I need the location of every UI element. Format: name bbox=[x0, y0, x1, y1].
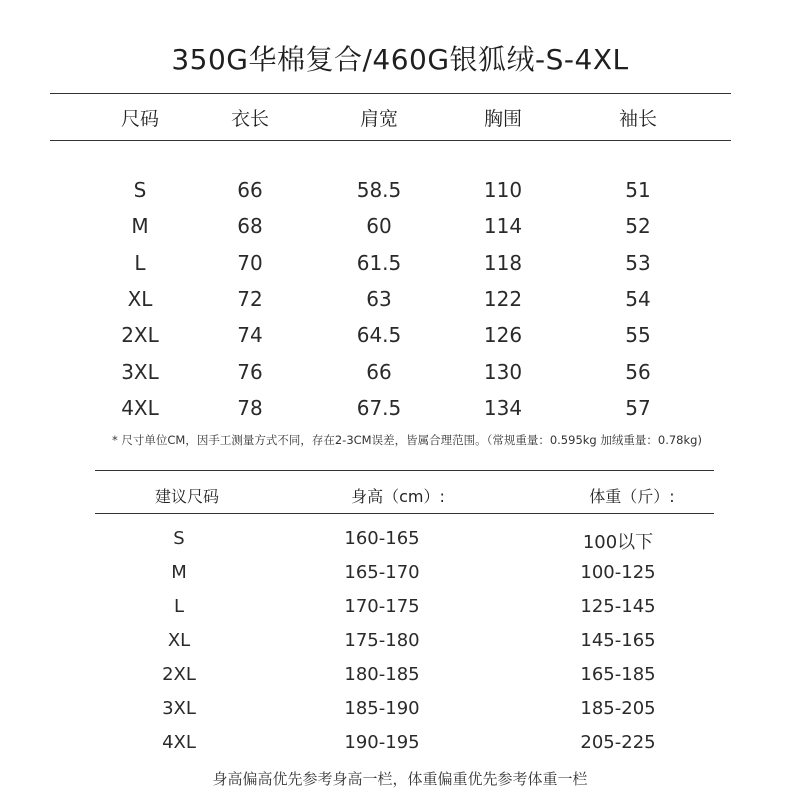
size-col-header: 袖长 bbox=[618, 108, 658, 130]
size-col-header: 胸围 bbox=[483, 108, 523, 130]
size-value-cell: 110 bbox=[483, 178, 523, 202]
size-value-cell: 54 bbox=[625, 286, 651, 311]
page-title: 350G华棉复合/460G银狐绒-S-4XL bbox=[171, 43, 629, 76]
size-table-top-divider bbox=[50, 93, 731, 94]
size-label-cell: L bbox=[134, 250, 146, 275]
weight-range-cell: 165-185 bbox=[580, 664, 656, 685]
size-value-cell: 61.5 bbox=[356, 250, 402, 275]
size-label-cell: S bbox=[133, 178, 147, 202]
height-range-cell: 175-180 bbox=[344, 630, 420, 651]
recommend-table-header-divider bbox=[95, 513, 714, 514]
size-col-header: 肩宽 bbox=[359, 108, 399, 130]
recommend-size-cell: L bbox=[173, 596, 185, 617]
size-label-cell: 2XL bbox=[121, 323, 159, 348]
size-value-cell: 57 bbox=[625, 395, 651, 420]
size-value-cell: 67.5 bbox=[356, 395, 402, 420]
height-range-cell: 170-175 bbox=[344, 596, 420, 617]
size-value-cell: 56 bbox=[625, 359, 651, 384]
size-value-cell: 134 bbox=[483, 395, 523, 420]
size-value-cell: 114 bbox=[483, 214, 523, 239]
size-value-cell: 118 bbox=[483, 250, 523, 275]
size-label-cell: 3XL bbox=[121, 359, 159, 384]
size-value-cell: 76 bbox=[237, 359, 263, 384]
height-range-cell: 190-195 bbox=[344, 732, 420, 753]
size-value-cell: 60 bbox=[366, 214, 392, 239]
size-value-cell: 64.5 bbox=[356, 323, 402, 348]
size-label-cell: M bbox=[131, 214, 149, 239]
size-value-cell: 74 bbox=[237, 323, 263, 348]
weight-range-cell: 125-145 bbox=[580, 596, 656, 617]
size-value-cell: 68 bbox=[237, 214, 263, 239]
recommend-size-cell: 4XL bbox=[162, 732, 196, 753]
size-value-cell: 122 bbox=[483, 286, 523, 311]
size-col-header: 尺码 bbox=[120, 108, 160, 130]
size-value-cell: 126 bbox=[483, 323, 523, 348]
weight-range-cell: 205-225 bbox=[580, 732, 656, 753]
size-value-cell: 55 bbox=[625, 323, 651, 348]
size-value-cell: 58.5 bbox=[356, 178, 402, 202]
recommend-col-header: 建议尺码 bbox=[154, 487, 220, 506]
recommend-col-header: 身高（cm）: bbox=[351, 487, 445, 506]
height-range-cell: 165-170 bbox=[344, 562, 420, 583]
recommend-size-cell: 2XL bbox=[162, 664, 196, 685]
size-value-cell: 63 bbox=[366, 286, 392, 311]
recommend-size-cell: S bbox=[173, 528, 185, 549]
size-value-cell: 52 bbox=[625, 214, 651, 239]
size-table-header-divider bbox=[50, 140, 731, 141]
footer-note: 身高偏高优先参考身高一栏，体重偏重优先参考体重一栏 bbox=[212, 770, 588, 788]
weight-range-cell: 145-165 bbox=[580, 630, 656, 651]
size-value-cell: 70 bbox=[237, 250, 263, 275]
size-label-cell: 4XL bbox=[121, 395, 159, 420]
weight-range-cell: 100-125 bbox=[580, 562, 656, 583]
size-value-cell: 66 bbox=[237, 178, 263, 202]
measurement-note: * 尺寸单位CM，因手工测量方式不同，存在2-3CM误差，皆属合理范围。（常规重量：0.595kg 加绒重量：0.78kg) bbox=[112, 433, 702, 447]
size-value-cell: 66 bbox=[366, 359, 392, 384]
size-value-cell: 53 bbox=[625, 250, 651, 275]
recommend-size-cell: 3XL bbox=[162, 698, 196, 719]
height-range-cell: 185-190 bbox=[344, 698, 420, 719]
height-range-cell: 160-165 bbox=[344, 528, 420, 549]
size-label-cell: XL bbox=[127, 286, 153, 311]
weight-range-cell: 100以下 bbox=[582, 532, 654, 553]
weight-range-cell: 185-205 bbox=[580, 698, 656, 719]
recommend-table-top-divider bbox=[95, 470, 714, 471]
size-value-cell: 51 bbox=[625, 178, 651, 202]
recommend-size-cell: XL bbox=[167, 630, 191, 651]
size-value-cell: 130 bbox=[483, 359, 523, 384]
size-value-cell: 72 bbox=[237, 286, 263, 311]
recommend-col-header: 体重（斤）: bbox=[589, 487, 675, 506]
size-col-header: 衣长 bbox=[230, 108, 270, 130]
size-value-cell: 78 bbox=[237, 395, 263, 420]
recommend-size-cell: M bbox=[171, 562, 187, 583]
height-range-cell: 180-185 bbox=[344, 664, 420, 685]
